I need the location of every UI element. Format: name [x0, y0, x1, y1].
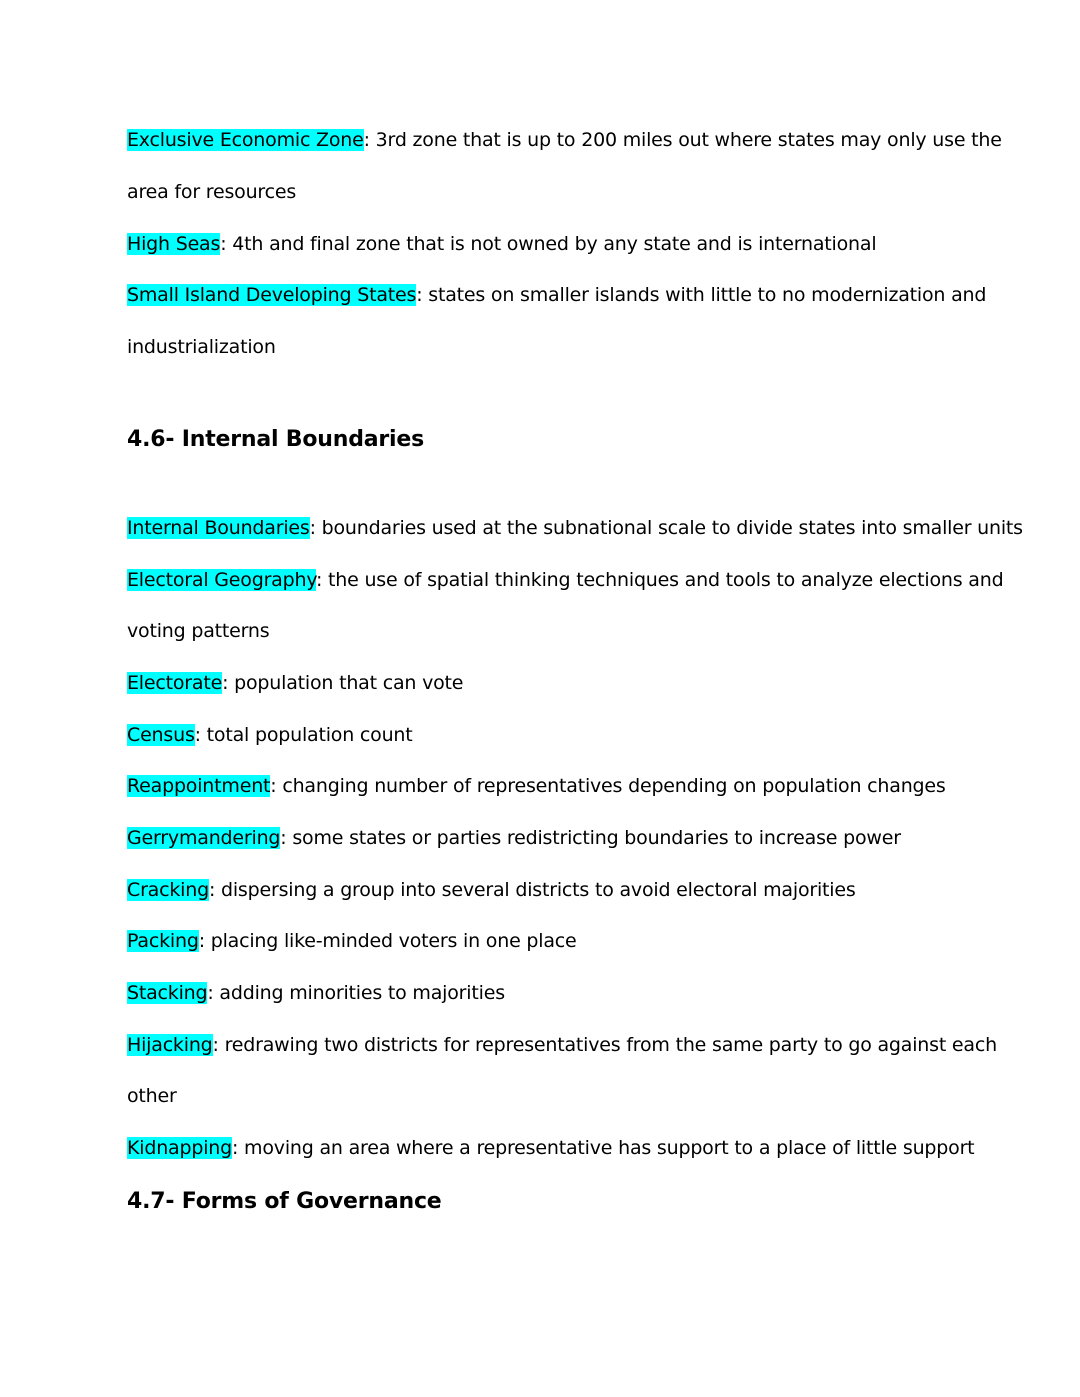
definition-text: : placing like-minded voters in one place	[198, 930, 577, 952]
term-highlight: Cracking	[127, 879, 209, 901]
entry-high-seas	[127, 231, 876, 257]
definition-text: : changing number of representatives depending on population changes	[270, 775, 946, 797]
definition-text: : the use of spatial thinking techniques and tools to analyze elections and	[315, 569, 1004, 591]
section-heading-4-6: 4.6- Internal Boundaries	[127, 427, 425, 452]
term-highlight: Stacking	[127, 982, 208, 1004]
definition-continuation: voting patterns	[127, 620, 270, 642]
term-highlight: Hijacking	[127, 1034, 213, 1056]
definition-text: : redrawing two districts for representatives from the same party to go against each	[212, 1034, 997, 1056]
entry-census	[127, 722, 413, 748]
entry-reappointment	[127, 773, 946, 799]
definition-text: : states on smaller islands with little to no modernization and	[416, 284, 987, 306]
term-highlight: Exclusive Economic Zone	[127, 129, 364, 151]
definition-text: : total population count	[194, 724, 413, 746]
term-highlight: Internal Boundaries	[127, 517, 310, 539]
definition-text: : moving an area where a representative has support to a place of little support	[232, 1137, 975, 1159]
entry-continuation	[127, 334, 276, 360]
term-highlight: Small Island Developing States	[127, 284, 417, 306]
definition-text: : boundaries used at the subnational scale to divide states into smaller units	[309, 517, 1023, 539]
term-highlight: Kidnapping	[127, 1137, 232, 1159]
definition-text: : population that can vote	[222, 672, 464, 694]
definition-continuation: other	[127, 1085, 177, 1107]
entry-stacking	[127, 980, 505, 1006]
term-highlight: Census	[127, 724, 195, 746]
entry-electoral-geography	[127, 567, 1003, 593]
definition-continuation: industrialization	[127, 336, 276, 358]
term-highlight: Electorate	[127, 672, 223, 694]
definition-text: : 3rd zone that is up to 200 miles out where states may only use the	[363, 129, 1002, 151]
term-highlight: Gerrymandering	[127, 827, 281, 849]
section-heading-4-7: 4.7- Forms of Governance	[127, 1189, 442, 1214]
entry-continuation	[127, 1083, 177, 1109]
definition-text: : 4th and final zone that is not owned by any state and is international	[220, 233, 877, 255]
entry-electorate	[127, 670, 463, 696]
entry-small-island-developing-states	[127, 282, 986, 308]
entry-internal-boundaries	[127, 515, 1023, 541]
term-highlight: Reappointment	[127, 775, 271, 797]
term-highlight: Electoral Geography	[127, 569, 316, 591]
entry-gerrymandering	[127, 825, 901, 851]
entry-exclusive-economic-zone	[127, 127, 1002, 153]
definition-text: : adding minorities to majorities	[207, 982, 505, 1004]
definition-continuation: area for resources	[127, 181, 297, 203]
term-highlight: High Seas	[127, 233, 221, 255]
entry-continuation	[127, 179, 296, 205]
entry-hijacking	[127, 1032, 997, 1058]
definition-text: : dispersing a group into several districts to avoid electoral majorities	[208, 879, 856, 901]
entry-kidnapping	[127, 1135, 974, 1161]
term-highlight: Packing	[127, 930, 199, 952]
entry-cracking	[127, 877, 856, 903]
definition-text: : some states or parties redistricting boundaries to increase power	[280, 827, 901, 849]
entry-continuation	[127, 618, 269, 644]
entry-packing	[127, 928, 577, 954]
